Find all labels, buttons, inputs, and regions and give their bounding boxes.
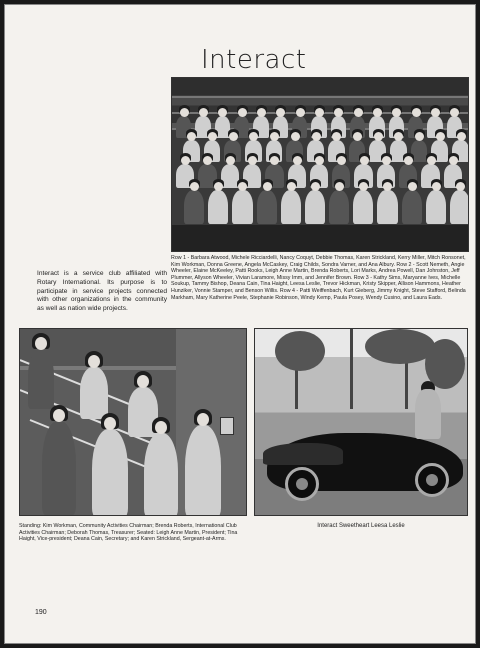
yearbook-page — [4, 4, 476, 644]
page-title: Interact — [201, 45, 307, 75]
sweetheart-photo-caption: Interact Sweetheart Leesa Leslie — [317, 523, 405, 529]
page-number: 190 — [35, 609, 47, 616]
group-photo-caption: Row 1 - Barbara Atwood, Michele Ricciardelli, Nancy Coquyt, Debbie Thomas, Karen Strickland, Kerry Miller, Mitch Ronsonet, Kim Workman, Donna Greene, Angela McCaskey, Craig Childs, Sondra Varner, and Ana Albury. Row 2 - Scott Nemeth, Angie Wheeler, Elaine McKeeley, Patti Rooks, Leigh Anne Martin, Brenda Roberts, Lori Marks, Andrea Powell, Dan Johnston, Jeff Plummer, Allyson Wheeler, Vivian Laramore, Missy Imm, and Jennifer Brown. Row 3 - Kathy Sims, Maryanne Ives, Michelle Soukup, Tammy Bishop, Deana Cain, Tina Haight, Leesa Leslie, Trevor Hickman, Kristy Skipper, Allison Hammons, Heather Hunziker, Vonnie Stamper, and Benson Willis. Row 4 - Patti Weiffenbach, Kurt Gieberg, Jimmy Knight, Steve Stafford, Belinda Markham, Mary Katherine Peele, Stephanie Robinson, Windy Kemp, Paula Posey, Wendy Cusino, and Laura Eads. — [171, 255, 466, 301]
club-description: Interact is a service club affiliated with Rotary International. Its purpose is to participate in service projects connected with other organizations in the community as well as nation wide projects. — [37, 270, 167, 313]
officers-photo — [19, 328, 247, 516]
sweetheart-photo — [254, 328, 468, 516]
group-photo — [171, 77, 469, 252]
officers-photo-caption: Standing: Kim Workman, Community Activities Chairman; Brenda Roberts, International Club Activities Chairman; Deborah Thomas, Treasurer; Seated: Leigh Anne Martin, President; Tina Haight, Vice-president; Deana Cain, Secretary; and Karen Strickland, Sergeant-at-Arms. — [19, 523, 238, 543]
